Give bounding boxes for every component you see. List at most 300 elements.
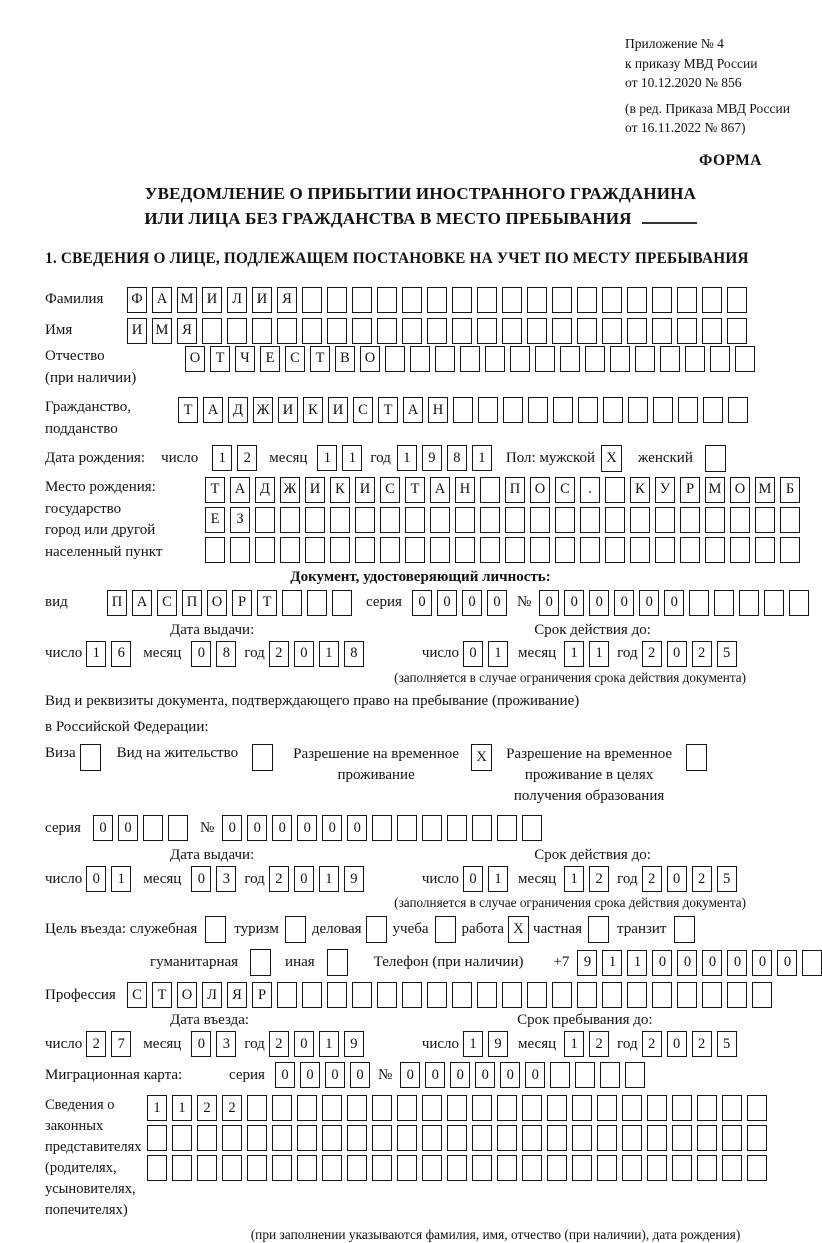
char-box[interactable]: О bbox=[360, 346, 380, 372]
char-box[interactable]: 0 bbox=[247, 815, 267, 841]
char-box[interactable]: А bbox=[203, 397, 223, 423]
char-box[interactable]: 2 bbox=[589, 866, 609, 892]
char-box[interactable]: Т bbox=[178, 397, 198, 423]
char-box[interactable] bbox=[789, 590, 809, 616]
char-box[interactable] bbox=[605, 507, 625, 533]
char-box[interactable] bbox=[605, 537, 625, 563]
char-box[interactable]: 2 bbox=[642, 1031, 662, 1057]
char-box[interactable]: 2 bbox=[237, 445, 257, 471]
char-box[interactable] bbox=[555, 537, 575, 563]
char-box[interactable] bbox=[277, 318, 297, 344]
purpose-private-checkbox[interactable] bbox=[588, 916, 609, 943]
char-box[interactable] bbox=[522, 815, 542, 841]
char-box[interactable] bbox=[272, 1095, 292, 1121]
char-box[interactable]: 0 bbox=[347, 815, 367, 841]
char-box[interactable]: П bbox=[182, 590, 202, 616]
char-box[interactable] bbox=[685, 346, 705, 372]
char-box[interactable] bbox=[405, 537, 425, 563]
char-box[interactable] bbox=[652, 318, 672, 344]
char-box[interactable]: 0 bbox=[487, 590, 507, 616]
char-box[interactable] bbox=[297, 1125, 317, 1151]
char-box[interactable]: Т bbox=[257, 590, 277, 616]
char-box[interactable] bbox=[530, 507, 550, 533]
char-box[interactable]: 0 bbox=[500, 1062, 520, 1088]
char-box[interactable] bbox=[622, 1095, 642, 1121]
char-box[interactable] bbox=[397, 1095, 417, 1121]
char-box[interactable]: 1 bbox=[589, 641, 609, 667]
char-box[interactable] bbox=[625, 1062, 645, 1088]
char-box[interactable] bbox=[702, 318, 722, 344]
char-box[interactable] bbox=[680, 537, 700, 563]
char-box[interactable] bbox=[602, 982, 622, 1008]
char-box[interactable] bbox=[147, 1125, 167, 1151]
purpose-humanitarian-checkbox[interactable] bbox=[250, 949, 271, 976]
char-box[interactable] bbox=[605, 477, 625, 503]
char-box[interactable]: 0 bbox=[275, 1062, 295, 1088]
char-box[interactable]: Л bbox=[202, 982, 222, 1008]
char-box[interactable]: 1 bbox=[172, 1095, 192, 1121]
residence-permit-checkbox[interactable] bbox=[252, 744, 273, 771]
char-box[interactable] bbox=[307, 590, 327, 616]
char-box[interactable] bbox=[577, 318, 597, 344]
char-box[interactable]: 0 bbox=[462, 590, 482, 616]
char-box[interactable] bbox=[655, 507, 675, 533]
char-box[interactable] bbox=[252, 318, 272, 344]
char-box[interactable]: Ж bbox=[253, 397, 273, 423]
char-box[interactable]: А bbox=[230, 477, 250, 503]
char-box[interactable] bbox=[627, 318, 647, 344]
char-box[interactable] bbox=[302, 982, 322, 1008]
char-box[interactable] bbox=[430, 537, 450, 563]
char-box[interactable] bbox=[597, 1095, 617, 1121]
char-box[interactable] bbox=[460, 346, 480, 372]
char-box[interactable] bbox=[472, 1155, 492, 1181]
char-box[interactable] bbox=[330, 507, 350, 533]
char-box[interactable]: 1 bbox=[564, 641, 584, 667]
char-box[interactable] bbox=[505, 537, 525, 563]
char-box[interactable]: 2 bbox=[692, 1031, 712, 1057]
char-box[interactable] bbox=[402, 318, 422, 344]
char-box[interactable] bbox=[405, 507, 425, 533]
char-box[interactable] bbox=[197, 1155, 217, 1181]
char-box[interactable] bbox=[653, 397, 673, 423]
char-box[interactable]: 0 bbox=[475, 1062, 495, 1088]
char-box[interactable]: 0 bbox=[222, 815, 242, 841]
char-box[interactable]: З bbox=[230, 507, 250, 533]
char-box[interactable] bbox=[322, 1125, 342, 1151]
char-box[interactable] bbox=[572, 1155, 592, 1181]
char-box[interactable] bbox=[577, 287, 597, 313]
char-box[interactable]: 1 bbox=[488, 866, 508, 892]
char-box[interactable] bbox=[447, 1155, 467, 1181]
char-box[interactable] bbox=[689, 590, 709, 616]
char-box[interactable]: Ф bbox=[127, 287, 147, 313]
char-box[interactable]: 1 bbox=[488, 641, 508, 667]
char-box[interactable] bbox=[422, 815, 442, 841]
char-box[interactable]: С bbox=[555, 477, 575, 503]
char-box[interactable]: 0 bbox=[191, 866, 211, 892]
char-box[interactable] bbox=[280, 507, 300, 533]
char-box[interactable] bbox=[647, 1155, 667, 1181]
char-box[interactable]: 1 bbox=[86, 641, 106, 667]
char-box[interactable] bbox=[247, 1155, 267, 1181]
char-box[interactable]: 1 bbox=[317, 445, 337, 471]
char-box[interactable]: 0 bbox=[191, 641, 211, 667]
char-box[interactable] bbox=[630, 507, 650, 533]
char-box[interactable]: 9 bbox=[344, 866, 364, 892]
char-box[interactable] bbox=[347, 1095, 367, 1121]
char-box[interactable]: 0 bbox=[400, 1062, 420, 1088]
char-box[interactable] bbox=[627, 287, 647, 313]
char-box[interactable] bbox=[597, 1125, 617, 1151]
char-box[interactable] bbox=[305, 537, 325, 563]
char-box[interactable] bbox=[752, 982, 772, 1008]
char-box[interactable]: Е bbox=[260, 346, 280, 372]
char-box[interactable] bbox=[610, 346, 630, 372]
char-box[interactable] bbox=[585, 346, 605, 372]
char-box[interactable]: 0 bbox=[322, 815, 342, 841]
char-box[interactable]: 0 bbox=[539, 590, 559, 616]
char-box[interactable] bbox=[377, 287, 397, 313]
char-box[interactable] bbox=[577, 982, 597, 1008]
char-box[interactable] bbox=[277, 982, 297, 1008]
char-box[interactable]: 0 bbox=[639, 590, 659, 616]
char-box[interactable] bbox=[547, 1125, 567, 1151]
char-box[interactable] bbox=[197, 1125, 217, 1151]
char-box[interactable]: О bbox=[207, 590, 227, 616]
char-box[interactable] bbox=[385, 346, 405, 372]
char-box[interactable]: 0 bbox=[727, 950, 747, 976]
char-box[interactable] bbox=[430, 507, 450, 533]
char-box[interactable]: С bbox=[353, 397, 373, 423]
purpose-tourism-checkbox[interactable] bbox=[285, 916, 306, 943]
char-box[interactable] bbox=[627, 982, 647, 1008]
char-box[interactable]: 1 bbox=[342, 445, 362, 471]
char-box[interactable] bbox=[402, 982, 422, 1008]
char-box[interactable] bbox=[747, 1125, 767, 1151]
char-box[interactable]: Н bbox=[455, 477, 475, 503]
char-box[interactable] bbox=[600, 1062, 620, 1088]
char-box[interactable] bbox=[780, 537, 800, 563]
char-box[interactable]: 0 bbox=[702, 950, 722, 976]
char-box[interactable] bbox=[655, 537, 675, 563]
char-box[interactable] bbox=[372, 1095, 392, 1121]
char-box[interactable] bbox=[647, 1095, 667, 1121]
char-box[interactable] bbox=[327, 287, 347, 313]
char-box[interactable] bbox=[697, 1155, 717, 1181]
purpose-official-checkbox[interactable] bbox=[205, 916, 226, 943]
char-box[interactable]: 8 bbox=[447, 445, 467, 471]
char-box[interactable]: Ч bbox=[235, 346, 255, 372]
char-box[interactable]: И bbox=[127, 318, 147, 344]
char-box[interactable] bbox=[230, 537, 250, 563]
char-box[interactable]: М bbox=[152, 318, 172, 344]
purpose-transit-checkbox[interactable] bbox=[674, 916, 695, 943]
char-box[interactable] bbox=[302, 318, 322, 344]
char-box[interactable]: 1 bbox=[111, 866, 131, 892]
char-box[interactable]: 0 bbox=[564, 590, 584, 616]
char-box[interactable] bbox=[722, 1095, 742, 1121]
char-box[interactable] bbox=[522, 1095, 542, 1121]
char-box[interactable]: Т bbox=[210, 346, 230, 372]
char-box[interactable]: М bbox=[755, 477, 775, 503]
char-box[interactable]: А bbox=[152, 287, 172, 313]
char-box[interactable] bbox=[332, 590, 352, 616]
char-box[interactable] bbox=[730, 507, 750, 533]
char-box[interactable]: 0 bbox=[118, 815, 138, 841]
char-box[interactable] bbox=[678, 397, 698, 423]
char-box[interactable]: И bbox=[252, 287, 272, 313]
char-box[interactable] bbox=[255, 507, 275, 533]
char-box[interactable] bbox=[397, 1125, 417, 1151]
char-box[interactable]: 1 bbox=[319, 1031, 339, 1057]
char-box[interactable] bbox=[272, 1125, 292, 1151]
char-box[interactable]: Я bbox=[177, 318, 197, 344]
purpose-work-checkbox[interactable]: X bbox=[508, 916, 529, 943]
char-box[interactable] bbox=[780, 507, 800, 533]
char-box[interactable]: 0 bbox=[525, 1062, 545, 1088]
char-box[interactable]: 9 bbox=[577, 950, 597, 976]
char-box[interactable] bbox=[727, 287, 747, 313]
char-box[interactable] bbox=[322, 1095, 342, 1121]
char-box[interactable] bbox=[455, 507, 475, 533]
char-box[interactable]: Т bbox=[152, 982, 172, 1008]
char-box[interactable]: 0 bbox=[664, 590, 684, 616]
char-box[interactable]: 2 bbox=[222, 1095, 242, 1121]
char-box[interactable] bbox=[427, 318, 447, 344]
char-box[interactable] bbox=[422, 1095, 442, 1121]
purpose-other-checkbox[interactable] bbox=[327, 949, 348, 976]
char-box[interactable] bbox=[247, 1125, 267, 1151]
char-box[interactable] bbox=[472, 815, 492, 841]
char-box[interactable] bbox=[555, 507, 575, 533]
char-box[interactable] bbox=[510, 346, 530, 372]
char-box[interactable] bbox=[372, 1125, 392, 1151]
char-box[interactable]: 1 bbox=[319, 866, 339, 892]
char-box[interactable]: О bbox=[177, 982, 197, 1008]
char-box[interactable]: 1 bbox=[463, 1031, 483, 1057]
char-box[interactable] bbox=[322, 1155, 342, 1181]
char-box[interactable] bbox=[697, 1125, 717, 1151]
char-box[interactable]: 1 bbox=[564, 1031, 584, 1057]
char-box[interactable] bbox=[522, 1125, 542, 1151]
char-box[interactable] bbox=[522, 1155, 542, 1181]
char-box[interactable]: 0 bbox=[191, 1031, 211, 1057]
char-box[interactable] bbox=[377, 318, 397, 344]
char-box[interactable] bbox=[703, 397, 723, 423]
char-box[interactable]: Н bbox=[428, 397, 448, 423]
char-box[interactable]: Р bbox=[252, 982, 272, 1008]
char-box[interactable]: И bbox=[305, 477, 325, 503]
char-box[interactable] bbox=[552, 982, 572, 1008]
char-box[interactable] bbox=[352, 982, 372, 1008]
char-box[interactable]: 0 bbox=[350, 1062, 370, 1088]
char-box[interactable]: И bbox=[328, 397, 348, 423]
char-box[interactable] bbox=[472, 1095, 492, 1121]
char-box[interactable] bbox=[143, 815, 163, 841]
char-box[interactable] bbox=[580, 507, 600, 533]
char-box[interactable]: С bbox=[157, 590, 177, 616]
char-box[interactable] bbox=[739, 590, 759, 616]
char-box[interactable] bbox=[302, 287, 322, 313]
char-box[interactable]: 0 bbox=[463, 866, 483, 892]
char-box[interactable]: 2 bbox=[692, 641, 712, 667]
char-box[interactable] bbox=[502, 287, 522, 313]
char-box[interactable]: Ж bbox=[280, 477, 300, 503]
char-box[interactable] bbox=[730, 537, 750, 563]
char-box[interactable]: 0 bbox=[412, 590, 432, 616]
char-box[interactable] bbox=[702, 982, 722, 1008]
char-box[interactable] bbox=[677, 982, 697, 1008]
char-box[interactable]: И bbox=[355, 477, 375, 503]
char-box[interactable]: 1 bbox=[627, 950, 647, 976]
char-box[interactable]: 5 bbox=[717, 1031, 737, 1057]
char-box[interactable] bbox=[478, 397, 498, 423]
char-box[interactable] bbox=[722, 1155, 742, 1181]
char-box[interactable] bbox=[603, 397, 623, 423]
char-box[interactable] bbox=[282, 590, 302, 616]
char-box[interactable] bbox=[347, 1125, 367, 1151]
char-box[interactable]: 0 bbox=[437, 590, 457, 616]
char-box[interactable] bbox=[435, 346, 455, 372]
char-box[interactable] bbox=[422, 1125, 442, 1151]
char-box[interactable] bbox=[527, 287, 547, 313]
char-box[interactable]: К bbox=[630, 477, 650, 503]
char-box[interactable]: Р bbox=[680, 477, 700, 503]
char-box[interactable] bbox=[477, 287, 497, 313]
char-box[interactable] bbox=[327, 982, 347, 1008]
char-box[interactable] bbox=[480, 537, 500, 563]
char-box[interactable] bbox=[222, 1125, 242, 1151]
char-box[interactable]: С bbox=[127, 982, 147, 1008]
char-box[interactable]: Р bbox=[232, 590, 252, 616]
char-box[interactable] bbox=[168, 815, 188, 841]
char-box[interactable]: 0 bbox=[667, 866, 687, 892]
char-box[interactable]: 0 bbox=[667, 641, 687, 667]
char-box[interactable] bbox=[677, 318, 697, 344]
char-box[interactable]: 0 bbox=[777, 950, 797, 976]
char-box[interactable] bbox=[552, 318, 572, 344]
char-box[interactable] bbox=[597, 1155, 617, 1181]
char-box[interactable] bbox=[297, 1095, 317, 1121]
char-box[interactable]: 0 bbox=[425, 1062, 445, 1088]
char-box[interactable] bbox=[452, 287, 472, 313]
char-box[interactable] bbox=[497, 1095, 517, 1121]
char-box[interactable] bbox=[705, 537, 725, 563]
char-box[interactable]: 8 bbox=[344, 641, 364, 667]
char-box[interactable]: П bbox=[505, 477, 525, 503]
char-box[interactable] bbox=[635, 346, 655, 372]
char-box[interactable] bbox=[485, 346, 505, 372]
char-box[interactable]: О bbox=[185, 346, 205, 372]
char-box[interactable] bbox=[672, 1125, 692, 1151]
char-box[interactable]: Т bbox=[405, 477, 425, 503]
char-box[interactable] bbox=[622, 1125, 642, 1151]
char-box[interactable]: . bbox=[580, 477, 600, 503]
char-box[interactable] bbox=[355, 507, 375, 533]
char-box[interactable]: 2 bbox=[269, 866, 289, 892]
char-box[interactable]: А bbox=[403, 397, 423, 423]
char-box[interactable] bbox=[455, 537, 475, 563]
char-box[interactable] bbox=[755, 537, 775, 563]
char-box[interactable]: 0 bbox=[272, 815, 292, 841]
char-box[interactable] bbox=[280, 537, 300, 563]
char-box[interactable] bbox=[505, 507, 525, 533]
char-box[interactable] bbox=[372, 1155, 392, 1181]
char-box[interactable] bbox=[352, 318, 372, 344]
char-box[interactable] bbox=[747, 1095, 767, 1121]
char-box[interactable] bbox=[255, 537, 275, 563]
temp-residence-checkbox[interactable]: X bbox=[471, 744, 492, 771]
char-box[interactable]: 1 bbox=[564, 866, 584, 892]
char-box[interactable] bbox=[722, 1125, 742, 1151]
gender-male-checkbox[interactable]: X bbox=[601, 445, 622, 472]
char-box[interactable] bbox=[547, 1155, 567, 1181]
char-box[interactable] bbox=[697, 1095, 717, 1121]
char-box[interactable]: 1 bbox=[602, 950, 622, 976]
char-box[interactable]: 8 bbox=[216, 641, 236, 667]
char-box[interactable] bbox=[602, 318, 622, 344]
char-box[interactable]: 0 bbox=[450, 1062, 470, 1088]
temp-residence-edu-checkbox[interactable] bbox=[686, 744, 707, 771]
char-box[interactable]: 1 bbox=[397, 445, 417, 471]
char-box[interactable] bbox=[330, 537, 350, 563]
char-box[interactable] bbox=[550, 1062, 570, 1088]
char-box[interactable] bbox=[202, 318, 222, 344]
char-box[interactable]: И bbox=[202, 287, 222, 313]
gender-female-checkbox[interactable] bbox=[705, 445, 726, 472]
char-box[interactable]: 0 bbox=[325, 1062, 345, 1088]
char-box[interactable]: 2 bbox=[86, 1031, 106, 1057]
char-box[interactable]: 2 bbox=[642, 866, 662, 892]
char-box[interactable]: 2 bbox=[269, 1031, 289, 1057]
char-box[interactable] bbox=[578, 397, 598, 423]
char-box[interactable] bbox=[702, 287, 722, 313]
char-box[interactable] bbox=[477, 982, 497, 1008]
char-box[interactable] bbox=[222, 1155, 242, 1181]
char-box[interactable]: 2 bbox=[642, 641, 662, 667]
char-box[interactable] bbox=[427, 287, 447, 313]
char-box[interactable]: 1 bbox=[472, 445, 492, 471]
char-box[interactable]: 2 bbox=[692, 866, 712, 892]
char-box[interactable]: Д bbox=[255, 477, 275, 503]
char-box[interactable]: К bbox=[330, 477, 350, 503]
char-box[interactable] bbox=[402, 287, 422, 313]
char-box[interactable] bbox=[272, 1155, 292, 1181]
char-box[interactable]: А bbox=[132, 590, 152, 616]
char-box[interactable] bbox=[680, 507, 700, 533]
char-box[interactable] bbox=[380, 537, 400, 563]
char-box[interactable] bbox=[530, 537, 550, 563]
char-box[interactable]: 2 bbox=[589, 1031, 609, 1057]
char-box[interactable]: Д bbox=[228, 397, 248, 423]
char-box[interactable] bbox=[764, 590, 784, 616]
char-box[interactable] bbox=[735, 346, 755, 372]
char-box[interactable]: 0 bbox=[86, 866, 106, 892]
char-box[interactable] bbox=[755, 507, 775, 533]
char-box[interactable] bbox=[447, 815, 467, 841]
char-box[interactable] bbox=[297, 1155, 317, 1181]
char-box[interactable]: 0 bbox=[652, 950, 672, 976]
char-box[interactable] bbox=[497, 1155, 517, 1181]
char-box[interactable] bbox=[572, 1095, 592, 1121]
char-box[interactable] bbox=[547, 1095, 567, 1121]
char-box[interactable]: 0 bbox=[294, 1031, 314, 1057]
char-box[interactable] bbox=[602, 287, 622, 313]
char-box[interactable] bbox=[560, 346, 580, 372]
char-box[interactable] bbox=[397, 815, 417, 841]
char-box[interactable] bbox=[575, 1062, 595, 1088]
